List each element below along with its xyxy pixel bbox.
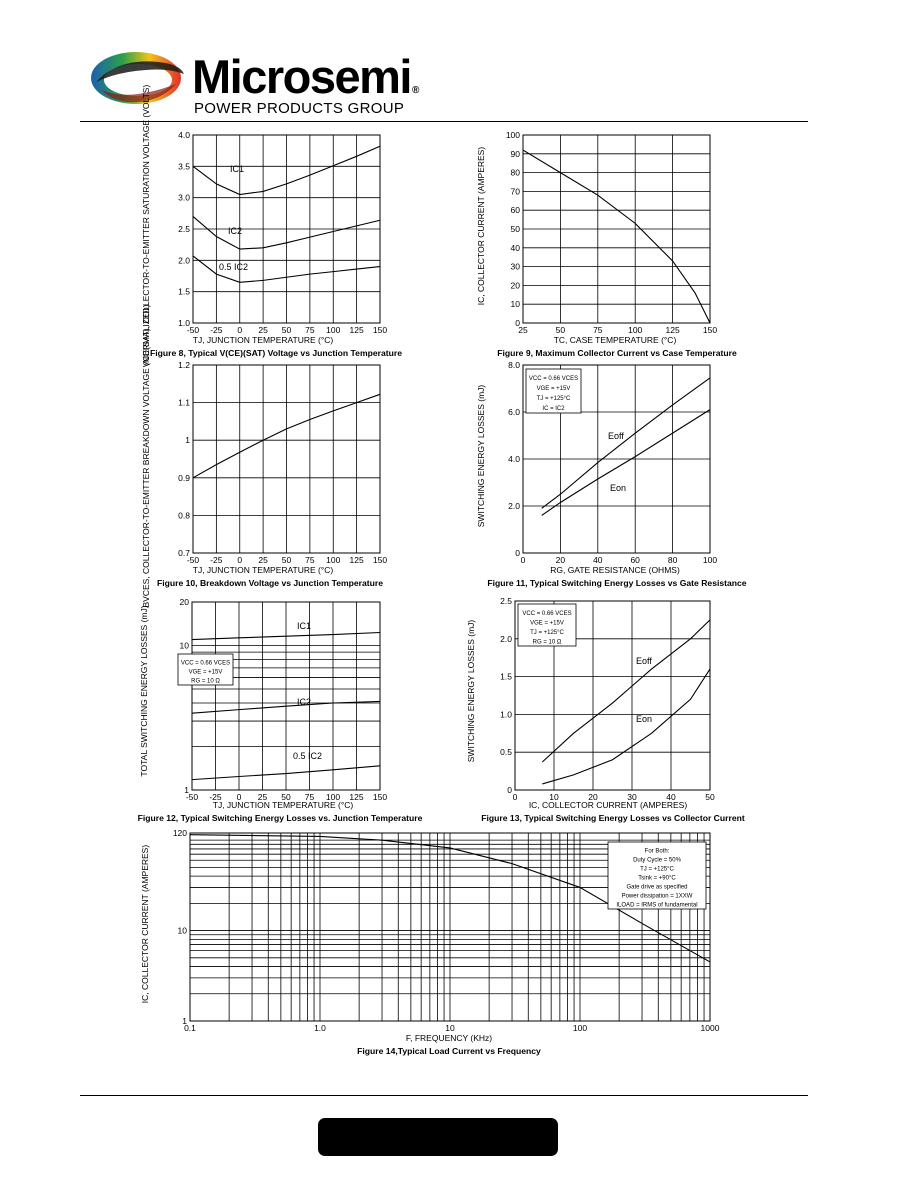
x-tick-label: 60 bbox=[630, 555, 640, 565]
x-tick-label: 40 bbox=[593, 555, 603, 565]
conditions-text: RG = 10 Ω bbox=[532, 639, 562, 646]
x-tick-label: -25 bbox=[210, 555, 223, 565]
x-tick-label: -50 bbox=[186, 325, 200, 335]
x-tick-label: 100 bbox=[572, 1023, 588, 1033]
figure-caption: Figure 11, Typical Switching Energy Losses vs Gate Resistance bbox=[487, 578, 747, 588]
conditions-text: Gate drive as specified bbox=[626, 884, 688, 891]
microsemi-logo-icon bbox=[88, 44, 188, 112]
y-axis-label: IC, COLLECTOR CURRENT (AMPERES) bbox=[140, 844, 150, 1004]
series-line bbox=[523, 150, 710, 323]
x-tick-label: 50 bbox=[281, 325, 292, 335]
x-axis-label: F, FREQUENCY (KHz) bbox=[405, 1033, 493, 1043]
x-tick-label: 30 bbox=[627, 792, 637, 802]
y-tick-label: 1.5 bbox=[500, 671, 512, 682]
y-tick-label: 3.0 bbox=[178, 192, 190, 203]
x-tick-label: 20 bbox=[555, 555, 566, 565]
x-tick-label: 125 bbox=[349, 325, 364, 335]
y-tick-label: 70 bbox=[510, 186, 520, 197]
y-tick-label: 50 bbox=[510, 224, 520, 234]
footer-divider bbox=[80, 1095, 808, 1096]
y-tick-label: 60 bbox=[510, 205, 520, 216]
chart-fig14 bbox=[130, 828, 730, 1063]
x-tick-label: -25 bbox=[209, 792, 222, 802]
y-tick-label: 1.5 bbox=[178, 286, 190, 297]
curve-label: IC2 bbox=[228, 226, 243, 236]
x-tick-label: 75 bbox=[304, 792, 315, 802]
y-tick-label: 3.5 bbox=[178, 161, 190, 172]
y-tick-label: 2.0 bbox=[500, 633, 512, 644]
x-tick-label: 1000 bbox=[700, 1023, 720, 1033]
chart-fig13 bbox=[460, 595, 770, 827]
y-axis-label: SWITCHING ENERGY LOSSES (mJ) bbox=[466, 619, 476, 763]
curve-label: 0.5 IC2 bbox=[293, 751, 323, 761]
x-tick-label: 150 bbox=[372, 792, 388, 802]
x-tick-label: 150 bbox=[702, 325, 718, 335]
y-tick-label: 1.1 bbox=[178, 397, 190, 408]
conditions-text: TJ = +125°C bbox=[640, 866, 674, 873]
y-tick-label: 30 bbox=[510, 261, 520, 272]
conditions-text: VGE = +15V bbox=[536, 386, 571, 392]
x-tick-label: 150 bbox=[372, 325, 388, 335]
x-tick-label: 80 bbox=[667, 555, 678, 565]
x-tick-label: 50 bbox=[281, 555, 292, 565]
x-tick-label: 25 bbox=[258, 325, 268, 335]
brand-name: Microsemi® bbox=[192, 50, 418, 103]
x-axis-label: TJ, JUNCTION TEMPERATURE (°C) bbox=[192, 335, 334, 345]
x-tick-label: 1.0 bbox=[314, 1023, 326, 1033]
y-tick-label: 10 bbox=[177, 925, 187, 936]
x-tick-label: 50 bbox=[281, 792, 291, 802]
y-tick-label: 0 bbox=[515, 548, 520, 558]
conditions-text: For Both: bbox=[644, 848, 670, 855]
x-axis-label: RG, GATE RESISTANCE (OHMS) bbox=[550, 565, 680, 575]
curve-label: IC1 bbox=[230, 164, 245, 174]
x-tick-label: 40 bbox=[666, 792, 676, 802]
conditions-text: IC = IC2 bbox=[542, 406, 565, 412]
y-tick-label: 0.7 bbox=[178, 548, 190, 558]
figure-caption: Figure 13, Typical Switching Energy Losses vs Collector Current bbox=[481, 813, 745, 823]
x-tick-label: -50 bbox=[185, 792, 199, 802]
chart-fig12 bbox=[125, 595, 445, 827]
curve-label: Eoff bbox=[608, 431, 624, 441]
conditions-text: VGE = +15V bbox=[530, 620, 564, 627]
figure-caption: Figure 12, Typical Switching Energy Losses vs. Junction Temperature bbox=[137, 813, 423, 823]
x-tick-label: 25 bbox=[258, 555, 268, 565]
x-tick-label: 75 bbox=[305, 555, 315, 565]
x-tick-label: 25 bbox=[518, 325, 528, 335]
conditions-text: VGE = +15V bbox=[188, 669, 223, 676]
x-axis-label: TJ, JUNCTION TEMPERATURE (°C) bbox=[212, 800, 354, 810]
x-tick-label: 100 bbox=[628, 325, 643, 335]
conditions-text: TJ = +125°C bbox=[530, 629, 564, 636]
x-tick-label: 100 bbox=[702, 555, 718, 565]
y-tick-label: 1 bbox=[184, 785, 189, 795]
y-tick-label: 0.9 bbox=[178, 472, 190, 483]
x-tick-label: 0 bbox=[512, 792, 518, 802]
x-tick-label: 75 bbox=[593, 325, 603, 335]
conditions-text: RG = 10 Ω bbox=[191, 678, 220, 685]
y-tick-label: 0.5 bbox=[500, 747, 512, 758]
y-tick-label: 90 bbox=[510, 148, 520, 159]
header-divider bbox=[80, 121, 808, 122]
x-tick-label: 10 bbox=[445, 1023, 455, 1033]
x-tick-label: 100 bbox=[326, 325, 341, 335]
y-tick-label: 0.8 bbox=[178, 510, 190, 521]
y-tick-label: 6.0 bbox=[508, 407, 520, 417]
x-tick-label: 100 bbox=[325, 792, 341, 802]
page-header bbox=[0, 0, 918, 125]
series-line bbox=[542, 410, 710, 516]
y-tick-label: 10 bbox=[179, 640, 189, 651]
conditions-text: ILOAD = IRMS of fundamental bbox=[616, 902, 698, 909]
y-tick-label: 20 bbox=[510, 280, 520, 291]
brand-subtitle: POWER PRODUCTS GROUP bbox=[194, 100, 405, 117]
curve-label: Eon bbox=[610, 483, 627, 493]
x-tick-label: 0 bbox=[237, 555, 243, 565]
y-axis-label: TOTAL SWITCHING ENERGY LOSSES (mJ) bbox=[139, 605, 149, 777]
x-tick-label: 100 bbox=[326, 555, 341, 565]
y-tick-label: 80 bbox=[510, 167, 520, 178]
figure-caption: Figure 14,Typical Load Current vs Frequency bbox=[357, 1046, 541, 1056]
y-tick-label: 2.5 bbox=[500, 596, 512, 606]
conditions-text: VCC = 0.66 VCES bbox=[180, 660, 231, 667]
curve-label: Eoff bbox=[636, 656, 652, 666]
x-tick-label: 150 bbox=[372, 555, 388, 565]
x-tick-label: 50 bbox=[705, 792, 715, 802]
y-tick-label: 1.0 bbox=[178, 318, 190, 328]
y-tick-label: 1.2 bbox=[178, 360, 190, 370]
x-axis-label: TC, CASE TEMPERATURE (°C) bbox=[553, 335, 677, 345]
y-tick-label: 100 bbox=[505, 130, 520, 140]
y-tick-label: 1.0 bbox=[500, 709, 512, 720]
y-tick-label: 1 bbox=[185, 435, 190, 446]
y-tick-label: 2.0 bbox=[178, 255, 190, 266]
figure-caption: Figure 8, Typical V(CE)(SAT) Voltage vs Junction Temperature bbox=[150, 348, 402, 358]
y-axis-label: BVCES, COLLECTOR-TO-EMITTER BREAKDOWN VOLTAGE (NORMALIZED) bbox=[141, 304, 151, 608]
x-tick-label: 20 bbox=[588, 792, 598, 802]
conditions-text: Duty Cycle = 50% bbox=[633, 857, 681, 864]
x-tick-label: 125 bbox=[665, 325, 680, 335]
y-tick-label: 2.5 bbox=[178, 224, 190, 234]
x-tick-label: 125 bbox=[349, 792, 364, 802]
footer-bar bbox=[318, 1118, 558, 1156]
x-tick-label: 75 bbox=[305, 325, 315, 335]
x-tick-label: 10 bbox=[549, 792, 559, 802]
x-axis-label: TJ, JUNCTION TEMPERATURE (°C) bbox=[192, 565, 334, 575]
x-tick-label: 25 bbox=[257, 792, 268, 802]
y-tick-label: 4.0 bbox=[178, 130, 190, 140]
chart-fig9 bbox=[470, 130, 770, 362]
x-tick-label: -50 bbox=[186, 555, 200, 565]
y-tick-label: 0 bbox=[507, 785, 512, 795]
x-tick-label: 50 bbox=[555, 325, 566, 335]
registered-mark: ® bbox=[411, 85, 418, 96]
curve-label: IC1 bbox=[297, 621, 312, 631]
y-tick-label: 1 bbox=[182, 1016, 187, 1026]
y-tick-label: 40 bbox=[510, 242, 520, 253]
conditions-text: TJ = +125°C bbox=[536, 396, 571, 402]
y-tick-label: 0 bbox=[515, 318, 520, 328]
y-axis-label: IC, COLLECTOR CURRENT (AMPERES) bbox=[476, 146, 486, 306]
curve-label: IC2 bbox=[297, 697, 312, 707]
conditions-text: Tsink = +90°C bbox=[638, 875, 676, 882]
curve-label: Eon bbox=[636, 714, 653, 724]
y-tick-label: 2.0 bbox=[508, 501, 520, 511]
x-tick-label: 125 bbox=[349, 555, 364, 565]
conditions-text: VCC = 0.66 VCES bbox=[522, 610, 572, 617]
y-tick-label: 10 bbox=[510, 299, 520, 310]
y-axis-label: SWITCHING ENERGY LOSSES (mJ) bbox=[476, 384, 486, 528]
conditions-text: VCC = 0.66 VCES bbox=[528, 376, 579, 382]
y-tick-label: 4.0 bbox=[508, 454, 520, 464]
figure-caption: Figure 10, Breakdown Voltage vs Junction Temperature bbox=[156, 578, 384, 588]
x-tick-label: 0.1 bbox=[184, 1023, 196, 1033]
y-axis-label: VCE(SAT), COLLECTOR-TO-EMITTER SATURATION VOLTAGE (VOLTS) bbox=[141, 84, 151, 368]
series-line bbox=[542, 669, 710, 784]
x-tick-label: 0 bbox=[236, 792, 242, 802]
curve-label: 0.5 IC2 bbox=[219, 262, 249, 272]
y-tick-label: 20 bbox=[179, 597, 189, 607]
x-tick-label: -25 bbox=[210, 325, 223, 335]
conditions-text: Power dissipation = 1XXW bbox=[621, 893, 693, 900]
figure-caption: Figure 9, Maximum Collector Current vs Case Temperature bbox=[497, 348, 737, 358]
x-tick-label: 0 bbox=[520, 555, 526, 565]
x-tick-label: 0 bbox=[237, 325, 243, 335]
y-tick-label: 120 bbox=[172, 828, 187, 838]
y-tick-label: 8.0 bbox=[508, 360, 520, 370]
x-axis-label: IC, COLLECTOR CURRENT (AMPERES) bbox=[528, 800, 688, 810]
chart-fig11 bbox=[470, 360, 770, 592]
